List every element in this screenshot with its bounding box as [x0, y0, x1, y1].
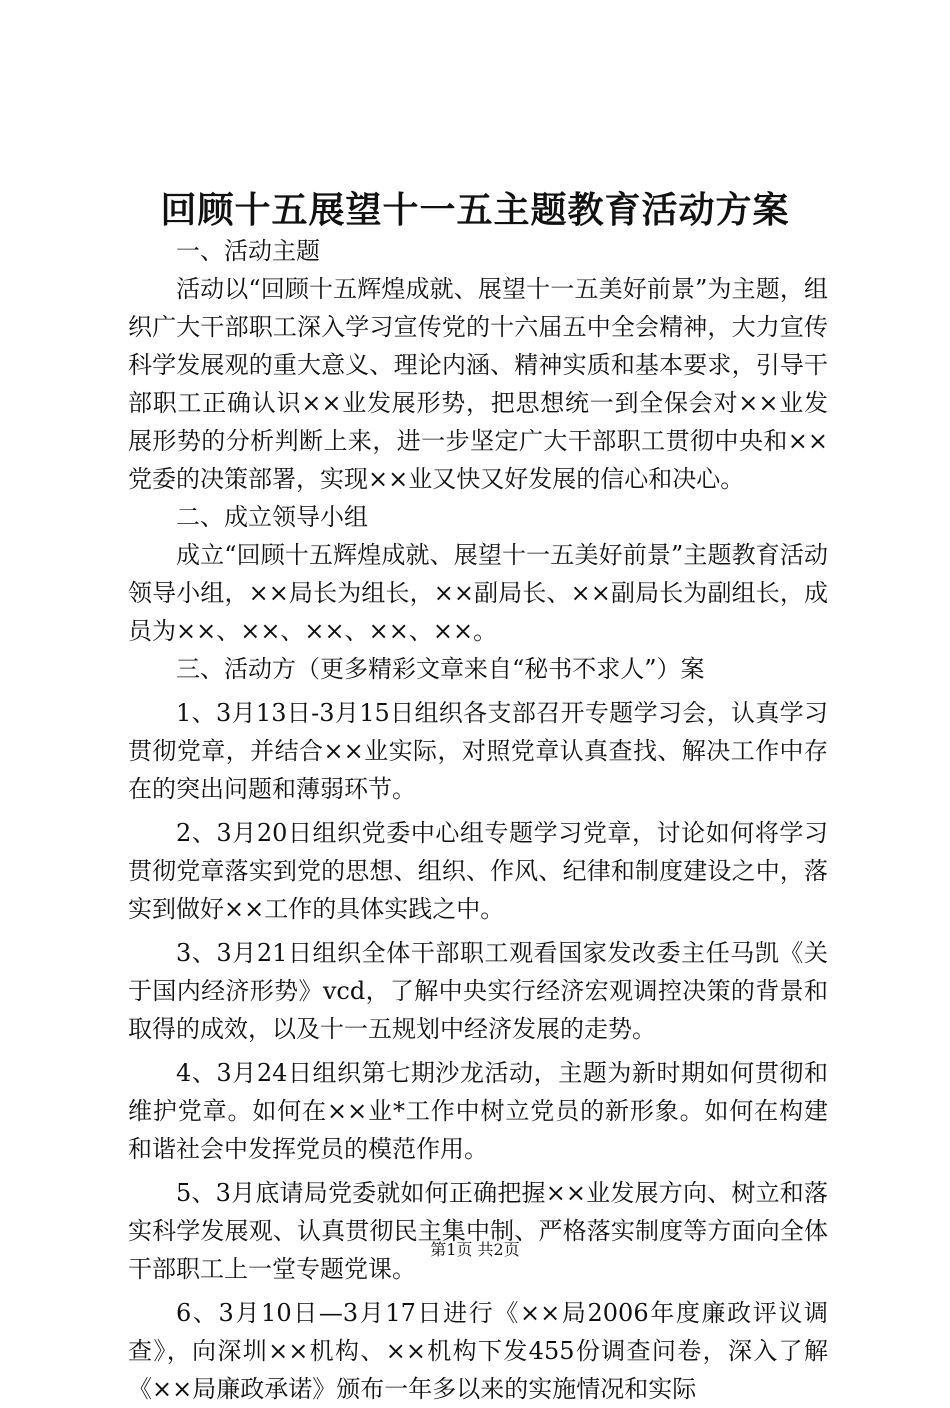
plan-item-4: 4、3月24日组织第七期沙龙活动，主题为新时期如何贯彻和维护党章。如何在××业*工作中树立党员的新形象。如何在构建和谐社会中发挥党员的模范作用。: [128, 1059, 828, 1163]
section-heading-leadership: 二、成立领导小组: [176, 503, 368, 531]
plan-item-3: 3、3月21日组织全体干部职工观看国家发改委主任马凯《关于国内经济形势》vcd，了解中央实行经济宏观调控决策的背景和取得的成效，以及十一五规划中经济发展的走势。: [128, 939, 828, 1043]
page-footer: 第1页 共2页: [430, 1240, 520, 1259]
document-title: 回顾十五展望十一五主题教育活动方案: [160, 189, 790, 231]
document-body: [128, 232, 828, 1408]
paragraph-theme: 活动以“回顾十五辉煌成就、展望十一五美好前景”为主题，组织广大干部职工深入学习宣传党的十六届五中全会精神，大力宣传科学发展观的重大意义、理论内涵、精神实质和基本要求，引导干部职工正确认识××业发展形势，把思想统一到全保会对××业发展形势的分析判断上来，进一步坚定广大干部职工贯彻中央和××党委的决策部署，实现××业又快又好发展的信心和决心。: [128, 275, 828, 493]
plan-item-1: 1、3月13日-3月15日组织各支部召开专题学习会，认真学习贯彻党章，并结合××业实际，对照党章认真查找、解决工作中存在的突出问题和薄弱环节。: [128, 699, 828, 803]
section-heading-theme: 一、活动主题: [176, 237, 320, 265]
section-heading-plan: 三、活动方（更多精彩文章来自“秘书不求人”）案: [176, 655, 705, 683]
plan-item-5: 5、3月底请局党委就如何正确把握××业发展方向、树立和落实科学发展观、认真贯彻民主集中制、严格落实制度等方面向全体干部职工上一堂专题党课。: [128, 1179, 828, 1283]
paragraph-leadership: 成立“回顾十五辉煌成就、展望十一五美好前景”主题教育活动领导小组，××局长为组长，××副局长、××副局长为副组长，成员为××、××、××、××、××。: [128, 541, 828, 645]
plan-item-6: 6、3月10日—3月17日进行《××局2006年度廉政评议调查》，向深圳××机构、××机构下发455份调查问卷，深入了解《××局廉政承诺》颁布一年多以来的实施情况和实际: [128, 1299, 828, 1403]
plan-item-2: 2、3月20日组织党委中心组专题学习党章，讨论如何将学习贯彻党章落实到党的思想、组织、作风、纪律和制度建设之中，落实到做好××工作的具体实践之中。: [128, 819, 828, 923]
